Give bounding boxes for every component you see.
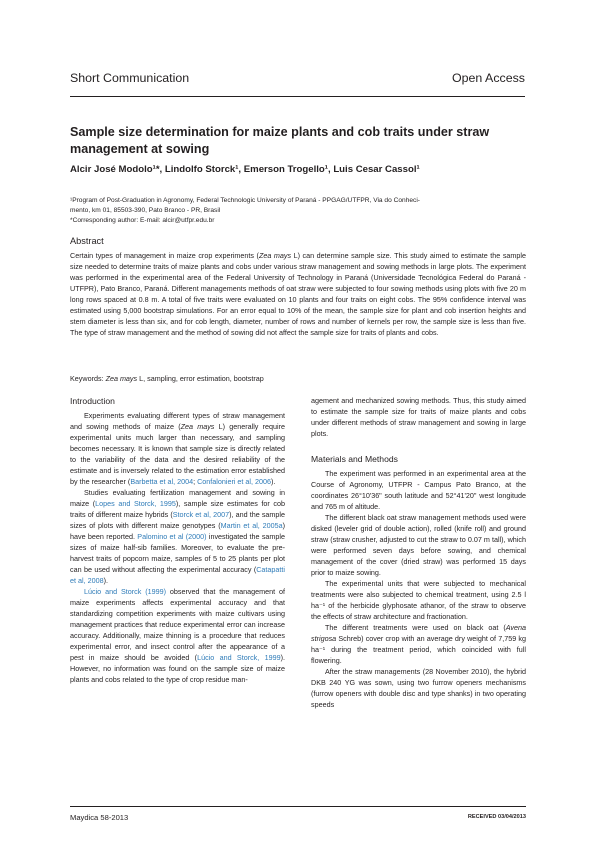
author-list: Alcir José Modolo¹*, Lindolfo Storck¹, Emerson Trogello¹, Luis Cesar Cassol¹ bbox=[70, 164, 420, 175]
journal-volume: Maydica 58-2013 bbox=[70, 813, 129, 822]
text: The different treatments were used on black oat ( bbox=[325, 623, 506, 632]
citation-link[interactable]: Palomino et al (2000) bbox=[137, 532, 207, 541]
citation-link[interactable]: Confalonieri et al, 2006 bbox=[197, 477, 271, 486]
received-date: RECEIVED 03/04/2013 bbox=[467, 814, 526, 820]
page-footer bbox=[70, 813, 526, 827]
text: ). bbox=[271, 477, 276, 486]
abstract-part: L) can determine sample size. This study aimed to estimate the sample size needed to determine traits of maize plants and cobs under various straw management and sowing methods in large plots. The experiment was performed in the experimental area of the Federal University of Technology in Paraná (Universidade Tecnológica Federal do Paraná - UTFPR), Pato Branco, Paraná. Different managements methods of oat straw were subjected to four sowing methods using plots with five 20 m long rows spaced at 0.8 m. A total of five traits were evaluated on 10 plants and four traits on eight cobs. The 95% confidence interval was estimated using 5,000 bootstrap simulations. For an error equal to 10% of the mean, the sample size for plant and cob insertion heights and stem diameter is less than six, and for cob length, diameter, number of rows and number of kernels per row, the sample size is less than five. The type of straw management and the method of sowing did not affect the sample size for traits of plants and cobs. bbox=[70, 251, 527, 337]
paragraph: The experimental units that were subjected to mechanical treatments were also subjected to chemical treatment, using 2.5 l ha⁻¹ of the herbicide glyphosate athanor, of the straw to observe the effects of straw architecture and fractionation. bbox=[311, 579, 526, 621]
citation-link[interactable]: Martin et al, 2005a bbox=[220, 521, 283, 530]
corresponding-author: *Corresponding author: E-mail: alcir@utfpr.edu.br bbox=[70, 217, 215, 224]
species-name: Zea mays bbox=[258, 251, 292, 260]
text: ), sample size estimates for cob traits of different maize hybrids ( bbox=[70, 499, 285, 519]
text: Studies evaluating fertilization management and sowing in maize ( bbox=[70, 488, 285, 508]
article-type: Short Communication bbox=[70, 71, 190, 85]
abstract-heading: Abstract bbox=[70, 236, 104, 246]
section-heading-materials-methods: Materials and Methods bbox=[311, 454, 398, 464]
paper-title: Sample size determination for maize plants and cob traits under straw management at sowing bbox=[70, 125, 490, 156]
text: Schreb) cover crop with an average dry weight of 7,759 kg ha⁻¹ during the treatment period, which coincided with full flowering. bbox=[311, 634, 526, 665]
species-name: Zea mays bbox=[105, 374, 138, 383]
left-column bbox=[70, 395, 285, 685]
paragraph bbox=[70, 586, 285, 685]
citation-link[interactable]: Lúcio and Storck, 1999 bbox=[197, 653, 281, 662]
abstract-text bbox=[70, 250, 526, 338]
species-name: Avena strigosa bbox=[311, 623, 526, 643]
citation-link[interactable]: Storck et al, 2007 bbox=[172, 510, 230, 519]
spacer bbox=[311, 439, 526, 453]
paragraph bbox=[311, 622, 526, 666]
header-divider bbox=[70, 96, 525, 97]
affiliation-line: mento, km 01, 85503-390, Pato Branco - PR, Brasil bbox=[70, 207, 221, 214]
species-name: Zea mays bbox=[180, 422, 215, 431]
text: ). However, no information was found on the sample size of maize plants and cobs related to the type of crop residue man- bbox=[70, 653, 285, 684]
text: ). bbox=[103, 576, 108, 585]
footer-divider bbox=[70, 806, 526, 807]
citation-link[interactable]: Lúcio and Storck (1999) bbox=[84, 587, 167, 596]
affiliation-line: ¹Program of Post-Graduation in Agronomy, Federal Technologic University of Paraná - PPGAG/UTFPR, Via do Conheci- bbox=[70, 197, 420, 204]
text: Experiments evaluating different types of straw management and sowing methods of maize ( bbox=[70, 411, 285, 431]
paragraph bbox=[70, 487, 285, 586]
keywords-label: Keywords bbox=[70, 374, 102, 383]
access-label: Open Access bbox=[451, 71, 525, 85]
abstract-part: Certain types of management in maize crop experiments ( bbox=[70, 251, 259, 260]
text: L) generally require experimental units much larger than necessary, and sampling becomes necessary. It is known that sample size is directly related to the variability of the data and the desired reliability of the estimate and is inversely related to the estimation error established by the researcher ( bbox=[70, 422, 285, 486]
citation-link[interactable]: Barbetta et al, 2004 bbox=[130, 477, 194, 486]
affiliation-block bbox=[70, 196, 528, 226]
paragraph: After the straw managements (28 November 2010), the hybrid DKB 240 YG was sown, using two furrow openers mechanisms (furrow openers with double disc and type shanks) in two operating speeds bbox=[311, 667, 526, 709]
right-column bbox=[311, 395, 526, 710]
text: ; bbox=[193, 477, 198, 486]
keywords-list: L, sampling, error estimation, bootstrap bbox=[137, 374, 264, 383]
text: investigated the sample sizes of maize half-sib families. Moreover, to evaluate the pre-harvest traits of popcorn maize, samples of 5 to 25 plants per plot can be used without affecting the experimental accuracy ( bbox=[70, 532, 285, 574]
paragraph: The experiment was performed in an experimental area at the Course of Agronomy, UTFPR - Campus Pato Branco, at the coordinates 26°10'36" south latitude and 52°41'20" west longitude and 765 m of altitude. bbox=[311, 469, 526, 511]
citation-link[interactable]: Catapatti et al, 2008 bbox=[70, 565, 285, 585]
paragraph: agement and mechanized sowing methods. Thus, this study aimed to estimate the sample size for traits of maize plants and cobs under different methods of straw management and sowing in large plots. bbox=[311, 396, 526, 438]
keywords-line: Keywords: Zea mays L, sampling, error estimation, bootstrap bbox=[70, 374, 264, 383]
text: observed that the management of maize experiments affects experimental accuracy and that standardizing competition experiments with maize cultivars using management practices that reduce experimental error can increase accuracy. Additionally, maize thinning is a procedure that reduces experimental error, and insect control after the appearance of a pest in maize should be avoided ( bbox=[70, 587, 285, 662]
text: ), and the sample sizes of plots with different maize genotypes ( bbox=[70, 510, 285, 530]
section-heading-introduction: Introduction bbox=[70, 396, 115, 406]
running-header bbox=[70, 71, 525, 87]
paragraph: The different black oat straw management methods used were disked (leveler grid of double action), rolled (knife roll) and ground straw (straw crusher, adjusted to cut the straw to 0.07 m tall), which were performed seven days before sowing, and chemical management of the cover (dried straw) was performed 15 days prior to maize sowing. bbox=[311, 513, 526, 577]
citation-link[interactable]: Lopes and Storck, 1995 bbox=[95, 499, 176, 508]
text: ) have been reported. bbox=[70, 521, 285, 541]
paragraph bbox=[70, 410, 285, 487]
